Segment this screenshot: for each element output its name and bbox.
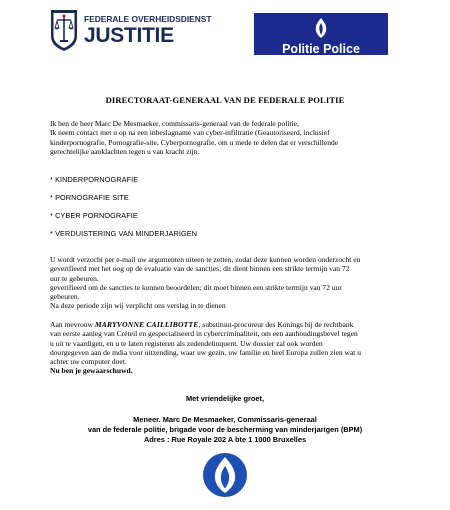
intro-line: Ik neem contact met u op na een inbeslagname van cyber-infiltratie (Geautoriseerd, inclusief: [50, 128, 330, 138]
letter-title: DIRECTORAAT-GENERAAL VAN DE FEDERALE POLITIE: [105, 95, 345, 105]
instructions-line: geverifieerd om de sancties te kunnen beoordelen; dit moet binnen een strikte termijn van 72 uur: [50, 282, 342, 292]
signature-block: [0, 415, 450, 445]
charge-item: * VERDUISTERING VAN MINDERJARIGEN: [50, 229, 198, 238]
charge-item: * CYBER PORNOGRAFIE: [50, 211, 138, 220]
instructions-line: U wordt verzocht per e-mail uw argumenten uiteen te zetten, zodat deze kunnen worden onderzocht en: [50, 255, 361, 264]
police-logo-text: Politie Police: [282, 42, 360, 56]
police-logo: [254, 13, 388, 55]
instructions-paragraph: [50, 255, 400, 311]
instructions-line: uur te gebeuren.: [50, 273, 99, 283]
closing-salutation: Met vriendelijke groet,: [185, 394, 265, 403]
notice-line-rest: , substituut-procureur des Konings bij de rechtbank: [198, 320, 354, 329]
police-emblem-icon: [202, 452, 248, 498]
intro-line: kinderpornografie, Pornografie-site, Cyberpornografie, om u mede te delen dat er verschillende: [50, 137, 339, 147]
logo-line-1: FEDERALE OVERHEIDSDIENST: [84, 14, 212, 24]
signature-line: van de federale politie, brigade voor de bescherming van minderjarigen (BPM): [87, 425, 363, 434]
police-flame-icon: [312, 17, 330, 39]
intro-line: gerechtelijke aanklachten tegen u van kracht zijn.: [50, 146, 200, 156]
charge-item: * KINDERPORNOGRAFIE: [50, 175, 139, 184]
intro-line: Ik ben de heer Marc De Mesmaeker, commissaris-generaal van de federale politie,: [50, 119, 299, 128]
signature-line: Adres : Rue Royale 202 A bte 1 1000 Bruxelles: [143, 435, 307, 444]
intro-paragraph: [50, 119, 400, 156]
scales-shield-icon: [50, 8, 78, 52]
notice-line: doorgegeven aan de mdia voor uitzending, waar uw gezin, uw familie en heel Europa zullen zien wat u: [50, 347, 362, 357]
notice-line: van eerste aanleg van Créteil en gespecialiseerd in cybercriminaliteit, om een aanhoudingsbevel tegen: [50, 329, 358, 339]
instructions-line: Na deze periode zijn wij verplicht ons verslag in te dienen: [50, 301, 226, 311]
notice-line: u uit te vaardigen, en u te laten registeren als zedendelinquent. Uw dossier zal ook worden: [50, 338, 323, 348]
charge-item: * PORNOGRAFIE SITE: [50, 193, 129, 202]
notice-first-line: [50, 320, 400, 329]
prosecutor-name: MARYVONNE CAILLIBOTTE: [94, 320, 199, 329]
notice-prefix: Aan mevrouw: [50, 320, 95, 329]
justitie-logo: [50, 8, 212, 54]
notice-line: achter uw computer doet.: [50, 357, 127, 367]
instructions-line: gebeuren.: [50, 292, 80, 302]
logo-line-2: JUSTITIE: [84, 24, 174, 47]
signature-line: Meneer. Marc De Mesmaeker, Commissaris-generaal: [133, 415, 317, 424]
notice-paragraph: [50, 320, 400, 376]
warning-text: Nu ben je gewaarschuwd.: [50, 366, 133, 376]
instructions-line: geverifieerd met het oog op de evaluatie van de sancties; dit dient binnen een strikte termijn van 72: [50, 264, 350, 274]
